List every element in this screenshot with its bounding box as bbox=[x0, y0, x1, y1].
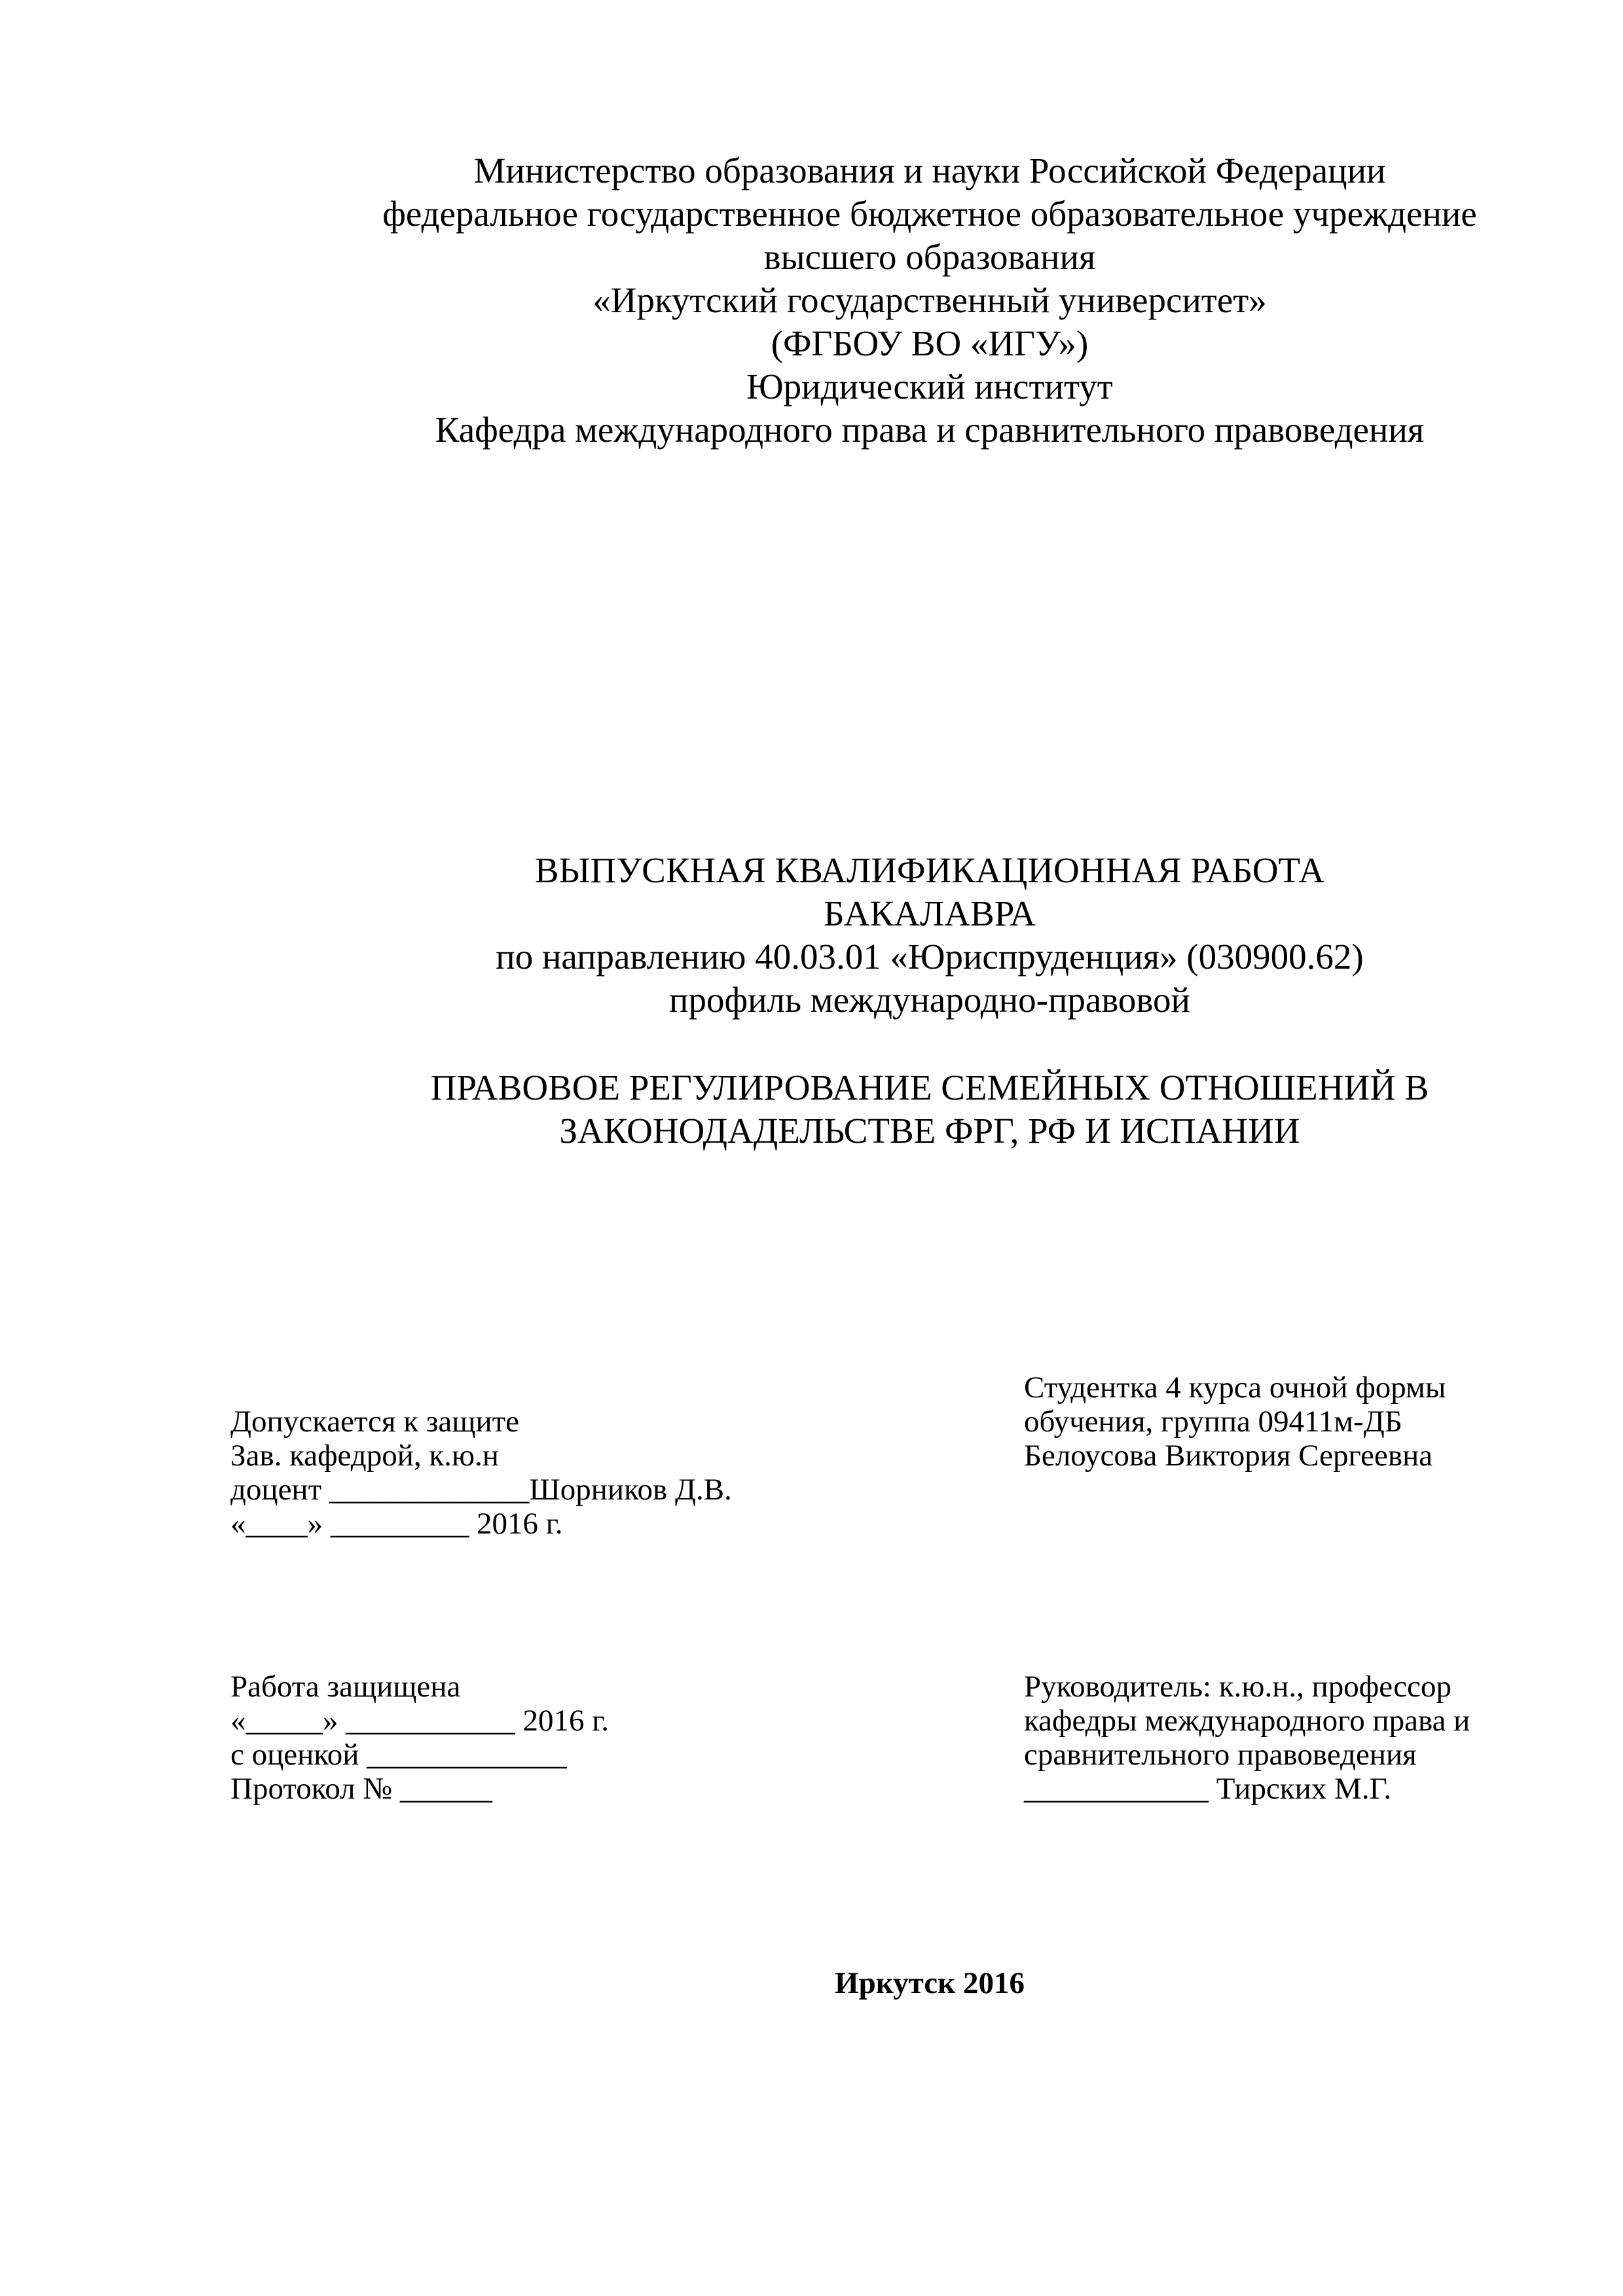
defense-line-2: «_____» ___________ 2016 г. bbox=[230, 1704, 609, 1738]
admission-line-4: «____» _________ 2016 г. bbox=[230, 1507, 563, 1541]
university-abbr-line: (ФГБОУ ВО «ИГУ») bbox=[771, 323, 1089, 363]
education-level-line: высшего образования bbox=[763, 237, 1096, 277]
supervisor-line-1: Руководитель: к.ю.н., профессор bbox=[1024, 1670, 1451, 1704]
degree-line: БАКАЛАВРА bbox=[824, 893, 1036, 933]
ministry-line: Министерство образования и науки Российской Федерации bbox=[473, 151, 1386, 190]
defense-line-1: Работа защищена bbox=[230, 1670, 461, 1704]
supervisor-line-3: сравнительного правоведения bbox=[1024, 1738, 1417, 1772]
institute-line: Юридический институт bbox=[746, 367, 1113, 406]
supervisor-line-4: ____________ Тирских М.Г. bbox=[1024, 1772, 1392, 1806]
profile-line: профиль международно-правовой bbox=[669, 980, 1190, 1020]
institution-header bbox=[229, 149, 1623, 452]
student-line-1: Студентка 4 курса очной формы bbox=[1024, 1371, 1446, 1405]
student-name: Белоусова Виктория Сергеевна bbox=[1024, 1439, 1433, 1473]
work-type-line: ВЫПУСКНАЯ КВАЛИФИКАЦИОННАЯ РАБОТА bbox=[534, 850, 1325, 890]
city-year-text: Иркутск 2016 bbox=[835, 1966, 1025, 2000]
defense-line-3: с оценкой _____________ bbox=[230, 1738, 567, 1772]
institution-type-line: федеральное государственное бюджетное образовательное учреждение bbox=[382, 194, 1477, 234]
city-year bbox=[229, 1966, 1623, 2000]
topic-line-2: ЗАКОНОДАДЕЛЬСТВЕ ФРГ, РФ И ИСПАНИИ bbox=[559, 1111, 1300, 1151]
student-block bbox=[1024, 1371, 1446, 1473]
defense-line-4: Протокол № ______ bbox=[230, 1772, 492, 1806]
supervisor-block bbox=[1024, 1670, 1470, 1806]
thesis-topic bbox=[229, 1066, 1623, 1153]
topic-line-1: ПРАВОВОЕ РЕГУЛИРОВАНИЕ СЕМЕЙНЫХ ОТНОШЕНИЙ В bbox=[430, 1067, 1429, 1107]
admission-line-2: Зав. кафедрой, к.ю.н bbox=[230, 1439, 499, 1473]
admission-line-3: доцент _____________Шорников Д.В. bbox=[230, 1473, 732, 1507]
defense-block bbox=[230, 1670, 609, 1806]
student-line-2: обучения, группа 09411м-ДБ bbox=[1024, 1405, 1402, 1439]
work-title bbox=[229, 849, 1623, 1022]
admission-line-1: Допускается к защите bbox=[230, 1405, 520, 1439]
supervisor-line-2: кафедры международного права и bbox=[1024, 1704, 1470, 1738]
direction-line: по направлению 40.03.01 «Юриспруденция» (030900.62) bbox=[496, 937, 1364, 977]
admission-block bbox=[230, 1405, 732, 1541]
university-name-line: «Иркутский государственный университет» bbox=[593, 280, 1267, 320]
department-line: Кафедра международного права и сравнительного правоведения bbox=[435, 410, 1425, 450]
